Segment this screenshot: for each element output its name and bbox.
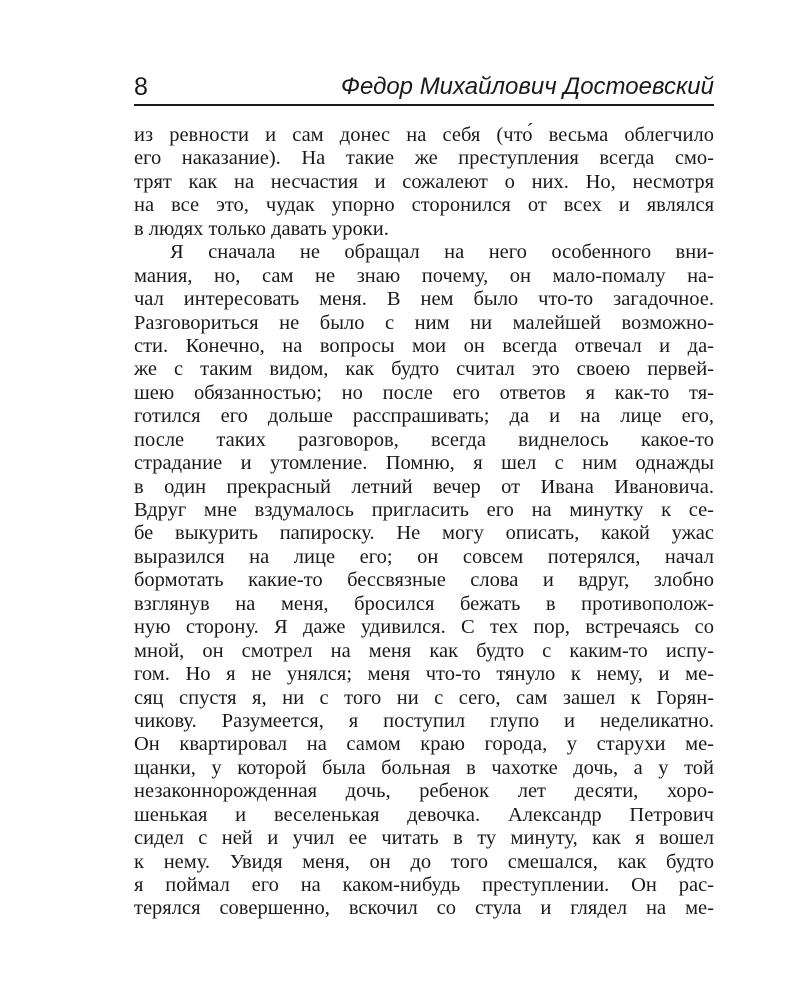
text-line: в один прекрасный летний вечер от Ивана Ивановича. xyxy=(134,475,714,498)
page-number: 8 xyxy=(134,73,148,101)
text-line: страдание и утомление. Помню, я шел с ним однажды xyxy=(134,452,714,475)
text-line: сидел с ней и учил ее читать в ту минуту, как я вошел xyxy=(134,827,714,850)
running-head xyxy=(134,72,714,106)
text-line: шею обязанностью; но после его ответов я как-то тя- xyxy=(134,381,714,404)
text-line: выразился на лице его; он совсем потерялся, начал xyxy=(134,545,714,568)
text-line: мной, он смотрел на меня как будто с каким-то испу- xyxy=(134,639,714,662)
text-line: щанки, у которой была больная в чахотке дочь, а у той xyxy=(134,756,714,779)
text-line: терялся совершенно, вскочил со стула и глядел на ме- xyxy=(134,897,714,920)
text-line: готился его дольше расспрашивать; да и на лице его, xyxy=(134,405,714,428)
text-line: ную сторону. Я даже удивился. С тех пор, встречаясь со xyxy=(134,616,714,639)
text-line: сяц спустя я, ни с того ни с сего, сам зашел к Горян- xyxy=(134,686,714,709)
text-line: к нему. Увидя меня, он до того смешался, как будто xyxy=(134,850,714,873)
text-line: шенькая и веселенькая девочка. Александр Петрович xyxy=(134,803,714,826)
text-line: я поймал его на каком-нибудь преступлении. Он рас- xyxy=(134,874,714,896)
text-line: чикову. Разумеется, я поступил глупо и неделикатно. xyxy=(134,709,714,732)
text-line: чал интересовать меня. В нем было что-то загадочное. xyxy=(134,288,714,311)
text-line: в людях только давать уроки. xyxy=(134,217,389,240)
text-line: бе выкурить папироску. Не могу описать, какой ужас xyxy=(134,522,714,545)
running-title: Федор Михайлович Достоевский xyxy=(340,73,714,100)
text-line: гом. Но я не унялся; меня что-то тянуло к нему, и ме- xyxy=(134,663,714,686)
text-line: незаконнорожденная дочь, ребенок лет десяти, хоро- xyxy=(134,780,714,803)
text-line: Я сначала не обращал на него особенного вни- xyxy=(170,241,714,264)
text-line: на все это, чудак упорно сторонился от всех и являлся xyxy=(134,194,714,217)
text-line: сти. Конечно, на вопросы мои он всегда отвечал и да- xyxy=(134,334,714,357)
text-line: трят как на несчастия и сожалеют о них. Но, несмотря xyxy=(134,170,714,193)
text-line: Вдруг мне вздумалось пригласить его на минутку к се- xyxy=(134,499,714,521)
text-line: мания, но, сам не знаю почему, он мало-помалу на- xyxy=(134,264,714,287)
header-rule xyxy=(134,104,714,106)
text-line: его наказание). На такие же преступления всегда смо- xyxy=(134,147,714,170)
body-text xyxy=(134,124,714,921)
text-line: Разговориться не было с ним ни малейшей возможно- xyxy=(134,311,714,334)
text-line: Он квартировал на самом краю города, у старухи ме- xyxy=(134,733,714,756)
text-line: из ревности и сам донес на себя (что́ весьма облегчило xyxy=(134,124,714,146)
text-line: же с таким видом, как будто считал это своею первей- xyxy=(134,358,714,381)
text-line: после таких разговоров, всегда виднелось какое-то xyxy=(134,428,714,451)
text-line: бормотать какие-то бессвязные слова и вдруг, злобно xyxy=(134,569,714,592)
text-line: взглянув на меня, бросился бежать в противополож- xyxy=(134,592,714,615)
